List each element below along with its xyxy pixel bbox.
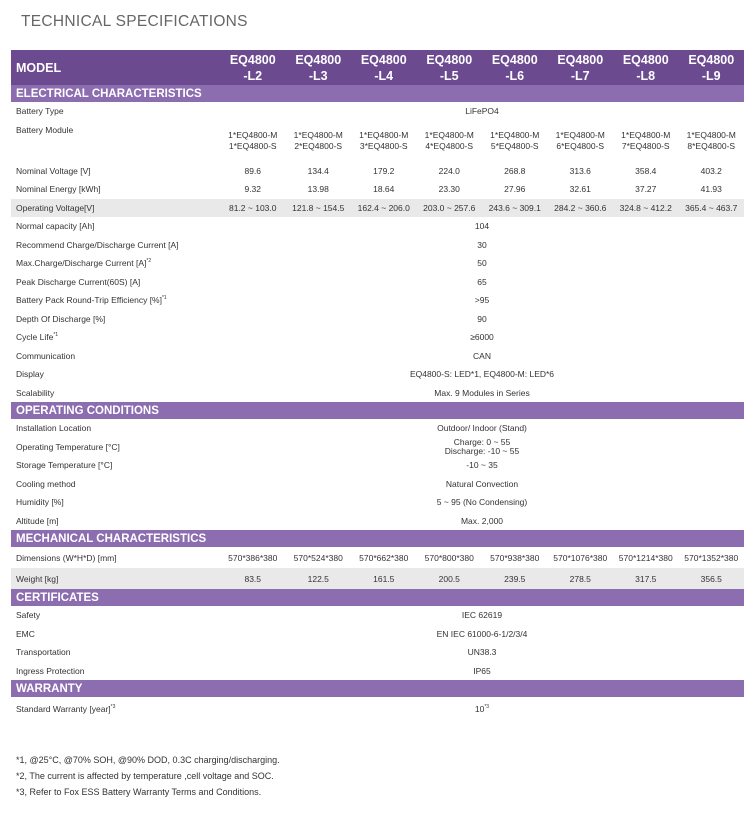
table-row — [11, 384, 744, 403]
row-label: Peak Discharge Current(60S) [A] — [16, 276, 141, 287]
row-value: 9.32 — [244, 184, 262, 195]
row-value: 313.6 — [569, 165, 591, 176]
row-label: Ingress Protection — [16, 665, 85, 676]
row-value: 403.2 — [700, 165, 722, 176]
table-row — [11, 347, 744, 366]
model-header: EQ4800 -L8 — [613, 50, 679, 85]
table-row — [11, 236, 744, 255]
model-header: EQ4800 -L2 — [220, 50, 286, 85]
row-value: 81.2 ~ 103.0 — [220, 199, 286, 218]
table-row — [11, 697, 744, 721]
row-label: Battery Type — [16, 106, 64, 117]
row-value: 1*EQ4800-M 6*EQ4800-S — [555, 130, 605, 151]
row-value: LiFePO4 — [465, 106, 499, 117]
row-value: 268.8 — [504, 165, 526, 176]
table-row — [11, 121, 744, 162]
footnotes — [16, 752, 280, 800]
row-label: Scalability — [16, 387, 55, 398]
section-heading-operating: OPERATING CONDITIONS — [11, 402, 744, 419]
row-value: EN IEC 61000-6-1/2/3/4 — [436, 628, 528, 639]
row-value: 23.30 — [438, 184, 460, 195]
row-value: UN38.3 — [467, 647, 497, 658]
row-value: 134.4 — [307, 165, 329, 176]
table-row — [11, 662, 744, 681]
row-label: Weight [kg] — [11, 568, 220, 589]
table-row — [11, 643, 744, 662]
row-label: Nominal Voltage [V] — [16, 165, 91, 176]
row-label: Dimensions (W*H*D) [mm] — [16, 552, 117, 563]
row-value: -10 ~ 35 — [466, 460, 498, 471]
row-label: Cycle Life$^{*1}$ — [16, 332, 59, 343]
table-row — [11, 625, 744, 644]
table-row — [11, 512, 744, 531]
table-row — [11, 180, 744, 199]
row-value: ≥6000 — [470, 332, 494, 343]
row-value: 50 — [477, 258, 487, 269]
row-value: 570*1076*380 — [553, 552, 608, 563]
row-label: Max.Charge/Discharge Current $[A]^{*2}$ — [16, 258, 152, 269]
table-header-row — [11, 50, 744, 85]
row-value: 570*1214*380 — [618, 552, 673, 563]
row-label: Communication — [16, 350, 76, 361]
spec-table — [11, 50, 744, 721]
row-value: 90 — [477, 313, 487, 324]
model-header: EQ4800 -L9 — [679, 50, 745, 85]
row-value: 1*EQ4800-M 3*EQ4800-S — [359, 130, 409, 151]
row-label: Operating Voltage[V] — [11, 199, 220, 218]
row-value: 570*1352*380 — [684, 552, 739, 563]
row-label: Recommend Charge/Discharge Current [A] — [16, 239, 179, 250]
row-value: Max. 2,000 — [460, 515, 504, 526]
row-label: Installation Location — [16, 423, 92, 434]
row-label: Normal capacity [Ah] — [16, 221, 95, 232]
row-value: 1*EQ4800-M 5*EQ4800-S — [490, 130, 540, 151]
row-value: 65 — [477, 276, 487, 287]
table-row — [11, 162, 744, 181]
row-value: 27.96 — [504, 184, 526, 195]
footnote: *1, @25°C, @70% SOH, @90% DOD, 0.3C charging/discharging. — [16, 755, 280, 765]
row-value: 121.8 ~ 154.5 — [286, 199, 352, 218]
row-value: 278.5 — [548, 568, 614, 589]
row-value: CAN — [473, 350, 491, 361]
row-value: 13.98 — [307, 184, 329, 195]
row-label: Humidity [%] — [16, 497, 64, 508]
row-value: 200.5 — [417, 568, 483, 589]
section-heading-certificates: CERTIFICATES — [11, 589, 744, 606]
section-heading-electrical: ELECTRICAL CHARACTERISTICS — [11, 85, 744, 102]
row-value: >95 — [474, 295, 490, 306]
model-header: EQ4800 -L3 — [286, 50, 352, 85]
table-row — [11, 199, 744, 218]
row-value: 570*800*380 — [424, 552, 474, 563]
row-label: Operating Temperature [°C] — [16, 441, 120, 452]
table-row — [11, 606, 744, 625]
footnote: *3, Refer to Fox ESS Battery Warranty Terms and Conditions. — [16, 787, 262, 797]
row-value: 30 — [477, 239, 487, 250]
table-row — [11, 217, 744, 236]
row-value: 239.5 — [482, 568, 548, 589]
row-value: 41.93 — [700, 184, 722, 195]
row-value: IEC 62619 — [461, 610, 503, 621]
page-title: TECHNICAL SPECIFICATIONS — [21, 13, 248, 30]
row-value: Charge: 0 ~ 55 Discharge: -10 ~ 55 — [444, 436, 520, 456]
row-value: 32.61 — [569, 184, 591, 195]
table-row — [11, 419, 744, 438]
row-value: 324.8 ~ 412.2 — [613, 199, 679, 218]
row-label: Nominal Energy [kWh] — [16, 184, 101, 195]
table-row — [11, 254, 744, 273]
row-value: 358.4 — [635, 165, 657, 176]
row-value: 365.4 ~ 463.7 — [679, 199, 745, 218]
table-row — [11, 568, 744, 589]
row-label: Transportation — [16, 647, 71, 658]
row-value: 570*938*380 — [490, 552, 540, 563]
model-header: EQ4800 -L4 — [351, 50, 417, 85]
table-row — [11, 547, 744, 568]
row-value: 570*386*380 — [228, 552, 278, 563]
row-value: 243.6 ~ 309.1 — [482, 199, 548, 218]
row-label: Standard Warranty [year]$^{*3}$ — [16, 704, 116, 714]
row-value: 89.6 — [244, 165, 262, 176]
row-value: 1*EQ4800-M 7*EQ4800-S — [621, 130, 671, 151]
model-header: EQ4800 -L6 — [482, 50, 548, 85]
model-header: EQ4800 -L5 — [417, 50, 483, 85]
row-value: 122.5 — [286, 568, 352, 589]
table-row — [11, 438, 744, 457]
row-value: 37.27 — [635, 184, 657, 195]
table-row — [11, 475, 744, 494]
row-value: 1*EQ4800-M 1*EQ4800-S — [228, 130, 278, 151]
row-value: 1*EQ4800-M 4*EQ4800-S — [424, 130, 474, 151]
row-value: 104 — [474, 221, 490, 232]
row-value: 570*662*380 — [359, 552, 409, 563]
row-value: Max. 9 Modules in Series — [434, 387, 530, 398]
row-label: Altitude [m] — [16, 515, 59, 526]
row-value: 284.2 ~ 360.6 — [548, 199, 614, 218]
row-value: 224.0 — [438, 165, 460, 176]
row-label: Display — [16, 369, 44, 380]
row-value: 161.5 — [351, 568, 417, 589]
row-value: Natural Convection — [445, 478, 519, 489]
row-value: 18.64 — [373, 184, 395, 195]
table-row — [11, 328, 744, 347]
table-row — [11, 493, 744, 512]
row-value: 5 ~ 95 (No Condensing) — [436, 497, 528, 508]
row-label: Battery Pack Round-Trip Efficiency [%]$^{*1}$ — [16, 295, 167, 306]
row-label: Cooling method — [16, 478, 76, 489]
model-label: MODEL — [11, 50, 220, 85]
row-value: 162.4 ~ 206.0 — [351, 199, 417, 218]
row-label: EMC — [16, 628, 35, 639]
row-value: 1*EQ4800-M 8*EQ4800-S — [686, 130, 736, 151]
row-value: 1*EQ4800-M 2*EQ4800-S — [293, 130, 343, 151]
row-value: EQ4800-S: LED*1, EQ4800-M: LED*6 — [409, 369, 555, 380]
row-value: 10$^{*3}$ — [474, 704, 490, 714]
table-row — [11, 310, 744, 329]
row-label: Safety — [16, 610, 41, 621]
table-row — [11, 291, 744, 310]
table-row — [11, 273, 744, 292]
row-value: 179.2 — [373, 165, 395, 176]
row-label: Depth Of Discharge [%] — [16, 313, 106, 324]
row-value: 83.5 — [220, 568, 286, 589]
row-value: 203.0 ~ 257.6 — [417, 199, 483, 218]
row-value: IP65 — [473, 665, 491, 676]
row-label: Storage Temperature [°C] — [16, 460, 113, 471]
row-label: Battery Module — [16, 124, 74, 135]
row-value: 317.5 — [613, 568, 679, 589]
row-value: Outdoor/ Indoor (Stand) — [437, 423, 527, 434]
table-row — [11, 102, 744, 121]
model-header: EQ4800 -L7 — [548, 50, 614, 85]
row-value: 570*524*380 — [293, 552, 343, 563]
table-row — [11, 365, 744, 384]
section-heading-mechanical: MECHANICAL CHARACTERISTICS — [11, 530, 744, 547]
section-heading-warranty: WARRANTY — [11, 680, 744, 697]
table-row — [11, 456, 744, 475]
row-value: 356.5 — [679, 568, 745, 589]
footnote: *2, The current is affected by temperature ,cell voltage and SOC. — [16, 771, 274, 781]
